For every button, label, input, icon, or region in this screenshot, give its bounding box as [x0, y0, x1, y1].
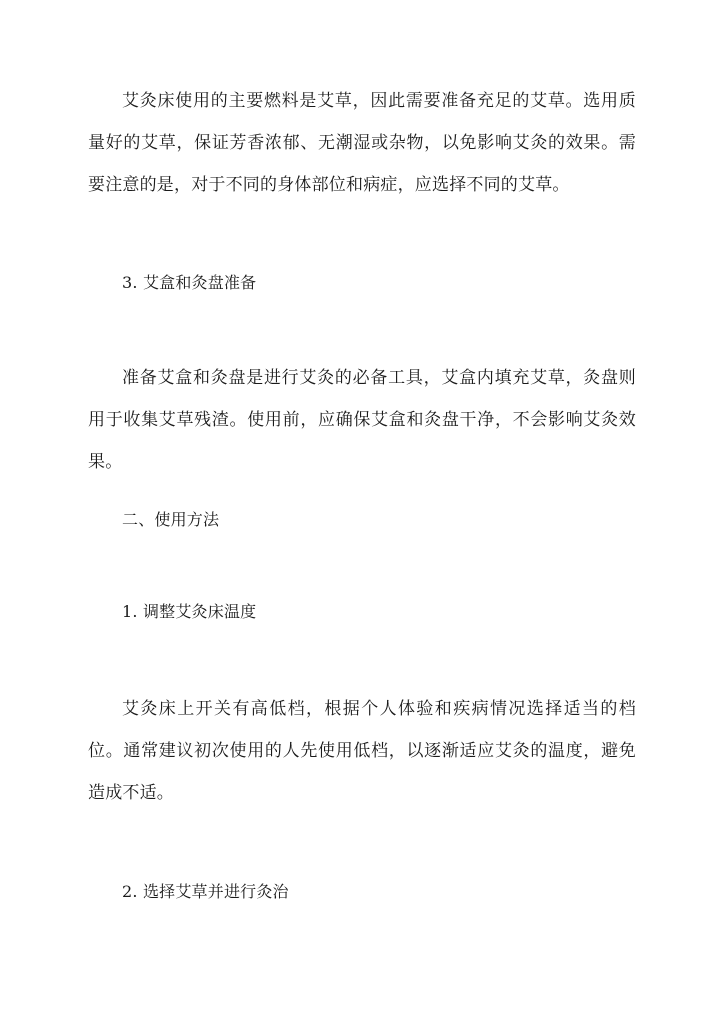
heading-box-and-plate-prep: 3. 艾盒和灸盘准备: [122, 273, 257, 292]
paragraph-box-and-plate: 准备艾盒和灸盘是进行艾灸的必备工具，艾盒内填充艾草，灸盘则用于收集艾草残渣。使用前，应确保艾盒和灸盘干净，不会影响艾灸效果。: [88, 368, 636, 472]
paragraph-temperature: 艾灸床上开关有高低档，根据个人体验和疾病情况选择适当的档位。通常建议初次使用的人先使用低档，以逐渐适应艾灸的温度，避免造成不适。: [88, 699, 636, 803]
paragraph-mugwort-fuel: 艾灸床使用的主要燃料是艾草，因此需要准备充足的艾草。选用质量好的艾草，保证芳香浓郁、无潮湿或杂物，以免影响艾灸的效果。需要注意的是，对于不同的身体部位和病症，应选择不同的艾草。: [88, 91, 636, 195]
heading-adjust-temperature: 1. 调整艾灸床温度: [122, 602, 257, 621]
heading-select-mugwort: 2. 选择艾草并进行灸治: [122, 882, 289, 901]
heading-usage-method: 二、使用方法: [122, 510, 220, 529]
